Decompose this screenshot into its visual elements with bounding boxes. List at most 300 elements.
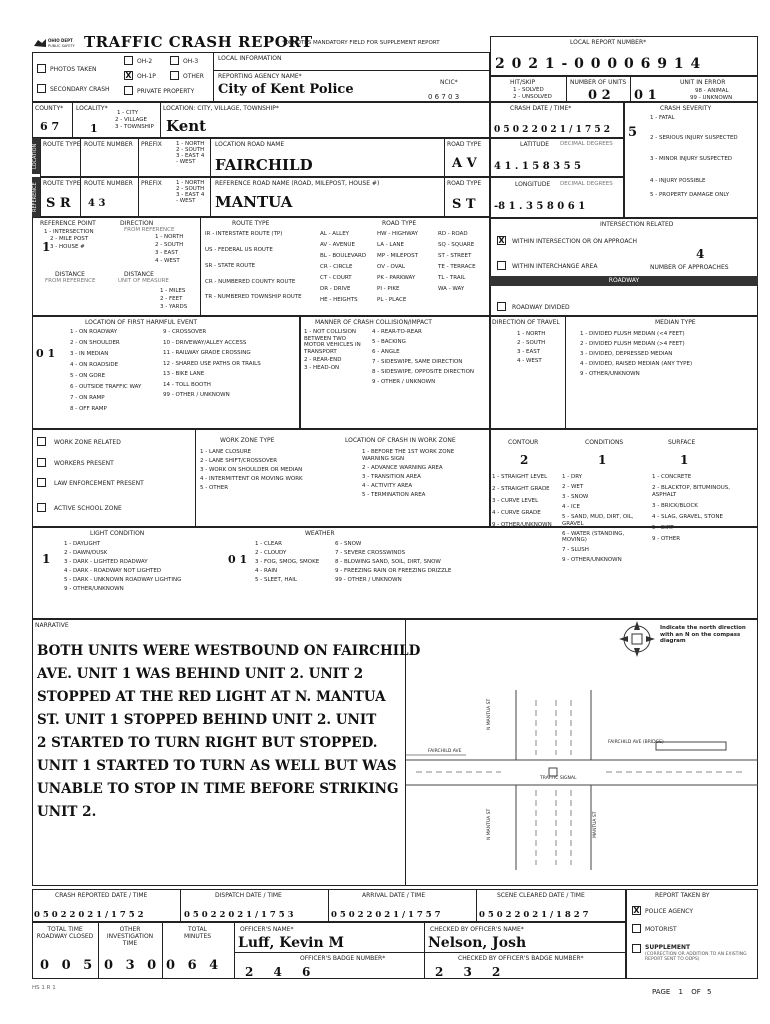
ct-col-item: 1 - STRAIGHT LEVEL xyxy=(492,474,548,480)
he-col2-item: 99 - OTHER / UNKNOWN xyxy=(163,392,230,398)
units-value: 0 2 xyxy=(588,88,611,103)
ref-point-opt1: 1 - INTERSECTION xyxy=(44,229,94,235)
longitude-value: -8 1 . 3 5 8 0 6 1 xyxy=(494,201,586,212)
sf-col-item: 9 - OTHER xyxy=(652,535,681,542)
rt-col2-item: PK - PARKWAY xyxy=(377,275,416,281)
ct-col-item: 3 - CURVE LEVEL xyxy=(492,498,539,504)
col-col2-item: 5 - BACKING xyxy=(372,339,406,345)
officer-name-value: Luff, Kevin M xyxy=(238,935,345,951)
w2-col-item: 99 - OTHER / UNKNOWN xyxy=(335,577,402,583)
harmful-event-value: 0 1 xyxy=(36,347,56,360)
rt-col2-item: PI - PIKE xyxy=(377,286,400,292)
weather-value: 0 1 xyxy=(228,553,248,566)
prefix-options-2: 1 - NORTH 2 - SOUTH 3 - EAST 4 - WEST xyxy=(176,180,205,204)
law-enforcement-label: LAW ENFORCEMENT PRESENT xyxy=(54,480,144,487)
narrative-line: UNIT 2. xyxy=(37,804,97,820)
reported-label: CRASH REPORTED DATE / TIME xyxy=(55,892,148,899)
direction-label: DIRECTION xyxy=(120,220,154,227)
he-col1-item: 2 - ON SHOULDER xyxy=(70,340,120,346)
mandatory-note: *DENOTES MANDATORY FIELD FOR SUPPLEMENT REPORT xyxy=(282,40,440,46)
distance-label: DISTANCE xyxy=(55,271,85,278)
severity-value: 5 xyxy=(628,125,638,140)
investigation-value: 0 3 0 xyxy=(104,958,161,973)
he-col1-item: 1 - ON ROADWAY xyxy=(70,329,118,335)
prefix-label: PREFIX xyxy=(141,141,162,148)
approaches-value: 4 xyxy=(696,247,705,261)
workers-present-checkbox[interactable] xyxy=(37,458,46,467)
he-col1-item: 4 - ON ROADSIDE xyxy=(70,362,119,368)
col-col1-item: 1 - NOT COLLISION BETWEEN TWO MOTOR VEHICLES IN TRANSPORT xyxy=(304,329,361,355)
md-col-item: 9 - OTHER/UNKNOWN xyxy=(580,371,640,377)
supplement-label: SUPPLEMENT xyxy=(645,944,691,951)
compass-note: Indicate the north direction with an N on the compass diagram xyxy=(660,625,746,644)
contour-label: CONTOUR xyxy=(508,439,539,446)
report-taken-label: REPORT TAKEN BY xyxy=(655,892,710,899)
route-number-value: 4 3 xyxy=(88,198,106,209)
school-zone-label: ACTIVE SCHOOL ZONE xyxy=(54,505,122,512)
ref-route-type-label: ROUTE TYPE xyxy=(232,220,270,227)
local-info-label: LOCAL INFORMATION xyxy=(218,55,282,62)
severity-opt3: 3 - MINOR INJURY SUSPECTED xyxy=(650,156,733,162)
dispatch-label: DISPATCH DATE / TIME xyxy=(215,892,282,899)
roadway-bar: ROADWAY xyxy=(490,276,758,286)
harmful-event-col1 xyxy=(70,329,141,417)
ct-col-item: 2 - STRAIGHT GRADE xyxy=(492,486,550,492)
work-zone-loc-label: LOCATION OF CRASH IN WORK ZONE xyxy=(345,437,456,444)
road-types-col3 xyxy=(438,231,476,297)
w1-col-item: 1 - CLEAR xyxy=(255,541,282,547)
tr-col-item: 2 - SOUTH xyxy=(517,340,546,346)
he-col1-item: 6 - OUTSIDE TRAFFIC WAY xyxy=(70,384,142,390)
ref-point-value: 1 xyxy=(42,240,51,254)
location-value: Kent xyxy=(166,117,207,135)
within-intersection-label: WITHIN INTERSECTION OR ON APPROACH xyxy=(512,238,638,245)
ref-road-type-value: S T xyxy=(452,197,476,212)
light-value: 1 xyxy=(42,552,51,566)
wz-types-item: 5 - OTHER xyxy=(200,485,229,491)
route-number-label: ROUTE NUMBER xyxy=(84,141,133,148)
within-interchange-checkbox[interactable] xyxy=(497,261,506,270)
rt-col1-item: HE - HEIGHTS xyxy=(320,297,358,303)
contour-options xyxy=(492,474,552,534)
narrative-line: BOTH UNITS WERE WESTBOUND ON FAIRCHILD xyxy=(37,643,421,659)
rt-col1-item: CT - COURT xyxy=(320,275,352,281)
school-zone-checkbox[interactable] xyxy=(37,503,46,512)
w1-col-item: 2 - CLOUDY xyxy=(255,550,287,556)
motorist-checkbox[interactable] xyxy=(632,924,641,933)
of-label: OF xyxy=(691,988,701,996)
location-side-label: LOCATION xyxy=(32,138,40,174)
direction-opt4: 4 - WEST xyxy=(155,258,180,264)
private-property-label: PRIVATE PROPERTY xyxy=(137,88,195,95)
locality-opt3: 3 - TOWNSHIP xyxy=(115,124,154,130)
dispatch-value: 0 5 0 2 2 0 2 1 / 1 7 5 3 xyxy=(184,910,294,920)
sf-col-item: 5 - DIRT xyxy=(652,524,674,531)
severity-opt5: 5 - PROPERTY DAMAGE ONLY xyxy=(650,192,730,198)
cleared-value: 0 5 0 2 2 0 2 1 / 1 8 2 7 xyxy=(479,910,589,920)
cd-col-item: 4 - ICE xyxy=(562,504,580,510)
page-total: 5 xyxy=(707,988,712,996)
oh1p-checkbox[interactable]: X xyxy=(125,71,132,80)
work-zone-related-checkbox[interactable] xyxy=(37,437,46,446)
checked-by-label: CHECKED BY OFFICER'S NAME* xyxy=(430,926,524,933)
investigation-label: OTHER INVESTIGATION TIME xyxy=(106,926,154,947)
severity-label: CRASH SEVERITY xyxy=(660,105,712,112)
route-type-label-2: ROUTE TYPE xyxy=(43,180,81,187)
locality-value: 1 xyxy=(90,122,98,135)
narrative-line: AVE. UNIT 1 WAS BEHIND UNIT 2. UNIT 2 xyxy=(37,666,364,682)
approaches-label: NUMBER OF APPROACHES xyxy=(650,264,729,271)
dist-unit-opt2: 2 - FEET xyxy=(160,296,183,302)
severity-opt4: 4 - INJURY POSSIBLE xyxy=(650,178,706,184)
oh3-checkbox[interactable] xyxy=(170,56,179,65)
severity-opt1: 1 - FATAL xyxy=(650,115,675,121)
rt-col3-item: TL - TRAIL xyxy=(438,275,466,281)
arrival-label: ARRIVAL DATE / TIME xyxy=(362,892,426,899)
ref-road-types-label: ROAD TYPE xyxy=(382,220,417,227)
svg-text:PUBLIC SAFETY: PUBLIC SAFETY xyxy=(48,44,75,48)
checked-badge-value: 2 3 2 xyxy=(435,965,509,979)
diagram-mantua-south: N MANTUA ST xyxy=(487,808,492,840)
officer-name-label: OFFICER'S NAME* xyxy=(240,926,294,933)
ref-point-opt3: 3 - HOUSE # xyxy=(50,244,85,250)
diagram-fairchild-east: FAIRCHILD AVE (BRIDGE) xyxy=(608,740,664,745)
reported-value: 0 5 0 2 2 0 2 1 / 1 7 5 2 xyxy=(34,910,144,920)
diagram-mantua-north: N MANTUA ST xyxy=(487,698,492,730)
oh1p-label: OH-1P xyxy=(137,73,156,80)
secondary-crash-label: SECONDARY CRASH xyxy=(50,86,110,93)
md-col-item: 1 - DIVIDED FLUSH MEDIAN (<4 FEET) xyxy=(580,331,685,337)
secondary-crash-checkbox[interactable] xyxy=(37,84,46,93)
he-col1-item: 7 - ON RAMP xyxy=(70,395,105,401)
within-intersection-checkbox[interactable]: X xyxy=(498,236,505,245)
reference-side-label: REFERENCE xyxy=(32,177,40,217)
rt-col3-item: RD - ROAD xyxy=(438,231,468,237)
direction-opt1: 1 - NORTH xyxy=(155,234,184,240)
longitude-label: LONGITUDE xyxy=(515,181,551,188)
other-label: OTHER xyxy=(183,73,204,80)
distance-note: FROM REFERENCE xyxy=(45,278,96,284)
narrative-line: 2 STARTED TO TURN RIGHT BUT STOPPED. xyxy=(37,735,378,751)
agency-name: City of Kent Police xyxy=(218,82,354,97)
local-report-number: 2 0 2 1 - 0 0 0 0 6 9 1 4 xyxy=(495,56,702,72)
wz-types-item: 2 - LANE SHIFT/CROSSOVER xyxy=(200,458,278,464)
rt-col2-item: PL - PLACE xyxy=(377,297,407,303)
rt-col2-item: HW - HIGHWAY xyxy=(377,231,419,237)
locality-label: LOCALITY* xyxy=(76,105,108,112)
cd-col-item: 2 - WET xyxy=(562,484,584,490)
he-col2-item: 12 - SHARED USE PATHS OR TRAILS xyxy=(163,360,261,367)
total-minutes-value: 0 6 4 xyxy=(166,958,223,973)
cleared-label: SCENE CLEARED DATE / TIME xyxy=(497,892,585,899)
wz-locs-item: 4 - ACTIVITY AREA xyxy=(362,482,413,489)
location-label: LOCATION: CITY, VILLAGE, TOWNSHIP* xyxy=(163,105,279,112)
w1-col-item: 4 - RAIN xyxy=(255,568,278,574)
sf-col-item: 4 - SLAG, GRAVEL, STONE xyxy=(652,513,723,520)
ncic-label: NCIC* xyxy=(440,79,458,86)
crash-diagram xyxy=(406,660,758,885)
median-label: MEDIAN TYPE xyxy=(655,319,696,326)
collision-col1 xyxy=(304,329,374,373)
narrative-line: UNABLE TO STOP IN TIME BEFORE STRIKING xyxy=(37,781,399,797)
roadway-divided-label: ROADWAY DIVIDED xyxy=(512,304,570,311)
travel-options xyxy=(517,331,545,367)
he-col1-item: 3 - IN MEDIAN xyxy=(70,351,109,357)
unit-error-value: 0 1 xyxy=(634,88,657,103)
ct-col-item: 4 - CURVE GRADE xyxy=(492,510,541,516)
arrival-value: 0 5 0 2 2 0 2 1 / 1 7 5 7 xyxy=(331,910,441,920)
rt-col2-item: LA - LANE xyxy=(377,242,404,248)
hit-skip-opt2: 2 - UNSOLVED xyxy=(513,94,552,100)
he-col2-item: 14 - TOLL BOOTH xyxy=(163,381,211,388)
form-id: HS 1 R 1 xyxy=(32,985,56,991)
route-type-label: ROUTE TYPE xyxy=(43,141,81,148)
road-type-label-2: ROAD TYPE xyxy=(447,180,482,187)
w2-col-item: 6 - SNOW xyxy=(335,541,362,547)
supplement-note: (CORRECTION OR ADDITION TO AN EXISTING REPORT SENT TO ODPS) xyxy=(645,952,747,962)
unit-error-opt2: 99 - UNKNOWN xyxy=(690,95,733,101)
narrative-line: ST. UNIT 1 STOPPED BEHIND UNIT 2. UNIT xyxy=(37,712,377,728)
work-zone-types xyxy=(200,449,340,494)
page-indicator xyxy=(652,988,711,996)
ref-route-opt5: TR - NUMBERED TOWNSHIP ROUTE xyxy=(205,294,302,300)
dist-unit-opt3: 3 - YARDS xyxy=(160,304,188,310)
direction-opt3: 3 - EAST xyxy=(155,250,179,256)
road-types-col2 xyxy=(377,231,418,308)
supplement-checkbox[interactable] xyxy=(632,944,641,953)
tr-col-item: 3 - EAST xyxy=(517,349,541,355)
crash-date-value: 0 5 0 2 2 0 2 1 / 1 7 5 2 xyxy=(494,125,611,135)
rt-col1-item: BL - BOULEVARD xyxy=(320,253,367,259)
officer-badge-label: OFFICER'S BADGE NUMBER* xyxy=(300,955,386,962)
page-number: 1 xyxy=(678,988,683,996)
ref-point-opt2: 2 - MILE POST xyxy=(50,236,89,242)
latitude-label: LATITUDE xyxy=(520,141,550,148)
prefix-label-2: PREFIX xyxy=(141,180,162,187)
rt-col3-item: WA - WAY xyxy=(438,286,465,292)
wz-types-item: 4 - INTERMITTENT OR MOVING WORK xyxy=(200,476,303,482)
locality-opt2: 2 - VILLAGE xyxy=(115,117,148,123)
page-label: PAGE xyxy=(652,988,671,996)
rt-col3-item: SQ - SQUARE xyxy=(438,242,475,248)
sf-col-item: 1 - CONCRETE xyxy=(652,474,692,480)
direction-note: FROM REFERENCE xyxy=(124,227,175,233)
md-col-item: 3 - DIVIDED, DEPRESSED MEDIAN xyxy=(580,351,673,357)
narrative-label: NARRATIVE xyxy=(35,622,69,629)
cd-col-item: 3 - SNOW xyxy=(562,494,589,500)
longitude-note: DECIMAL DEGREES xyxy=(560,181,613,187)
rt-col1-item: DR - DRIVE xyxy=(320,286,351,292)
w1-col-item: 5 - SLEET, HAIL xyxy=(255,577,297,583)
oh2-checkbox[interactable] xyxy=(124,56,133,65)
light-options xyxy=(64,541,181,595)
dist-unit-note: UNIT OF MEASURE xyxy=(118,278,169,284)
he-col1-item: 8 - OFF RAMP xyxy=(70,406,107,412)
col-col2-item: 8 - SIDESWIPE, OPPOSITE DIRECTION xyxy=(372,369,475,375)
wz-types-item: 3 - WORK ON SHOULDER OR MEDIAN xyxy=(200,467,303,473)
unit-error-label: UNIT IN ERROR xyxy=(680,79,726,86)
he-col2-item: 9 - CROSSOVER xyxy=(163,329,207,335)
work-zone-type-label: WORK ZONE TYPE xyxy=(220,437,275,444)
wz-locs-item: 5 - TERMINATION AREA xyxy=(362,491,426,498)
photos-taken-label: PHOTOS TAKEN xyxy=(50,66,97,73)
rt-col3-item: ST - STREET xyxy=(438,253,472,259)
intersection-related-label: INTERSECTION RELATED xyxy=(600,221,674,228)
md-col-item: 2 - DIVIDED FLUSH MEDIAN (>4 FEET) xyxy=(580,341,685,347)
county-label: COUNTY* xyxy=(35,105,64,112)
work-zone-related-label: WORK ZONE RELATED xyxy=(54,439,121,446)
severity-opt2: 2 - SERIOUS INJURY SUSPECTED xyxy=(650,135,738,141)
lt-col-item: 5 - DARK - UNKNOWN ROADWAY LIGHTING xyxy=(64,577,182,583)
sf-col-item: 3 - BRICK/BLOCK xyxy=(652,502,698,509)
w2-col-item: 8 - BLOWING SAND, SOIL, DIRT, SNOW xyxy=(335,559,441,565)
ref-route-opt2: US - FEDERAL US ROUTE xyxy=(205,247,273,253)
weather-col1 xyxy=(255,541,319,586)
narrative-line: STOPPED AT THE RED LIGHT AT N. MANTUA xyxy=(37,689,386,705)
conditions-label: CONDITIONS xyxy=(585,439,624,446)
hit-skip-opt1: 1 - SOLVED xyxy=(513,87,544,93)
collision-col2 xyxy=(372,329,487,389)
harmful-event-label: LOCATION OF FIRST HARMFUL EVENT xyxy=(85,319,197,326)
cd-col-item: 1 - DRY xyxy=(562,474,583,480)
ref-point-label: REFERENCE POINT xyxy=(40,220,96,227)
weather-col2 xyxy=(335,541,451,586)
lt-col-item: 9 - OTHER/UNKNOWN xyxy=(64,586,124,592)
local-report-label: LOCAL REPORT NUMBER* xyxy=(570,39,647,46)
police-agency-label: POLICE AGENCY xyxy=(645,908,694,915)
sf-col-item: 2 - BLACKTOP, BITUMINOUS, ASPHALT xyxy=(652,485,730,498)
cd-col-item: 7 - SLUSH xyxy=(562,547,589,553)
surface-label: SURFACE xyxy=(668,439,696,446)
hit-skip-label: HIT/SKIP xyxy=(510,79,536,86)
tr-col-item: 1 - NORTH xyxy=(517,331,546,337)
ncic-value: 0 6 7 0 3 xyxy=(428,93,460,101)
median-options xyxy=(580,331,755,381)
rt-col1-item: AL - ALLEY xyxy=(320,231,350,237)
he-col1-item: 5 - ON GORE xyxy=(70,373,106,379)
total-minutes-label: TOTAL MINUTES xyxy=(183,926,212,940)
road-type-value: A V xyxy=(452,156,477,171)
locality-opt1: 1 - CITY xyxy=(117,110,139,116)
md-col-item: 4 - DIVIDED, RAISED MEDIAN (ANY TYPE) xyxy=(580,361,693,367)
narrative-text xyxy=(37,640,420,824)
dist-unit-label: DISTANCE xyxy=(124,271,154,278)
wz-types-item: 1 - LANE CLOSURE xyxy=(200,449,252,455)
surface-value: 1 xyxy=(680,453,689,467)
photos-taken-checkbox[interactable] xyxy=(37,64,46,73)
he-col2-item: 13 - BIKE LANE xyxy=(163,371,205,377)
cd-col-item: 5 - SAND, MUD, DIRT, OIL, GRAVEL xyxy=(562,514,634,527)
road-name-value: FAIRCHILD xyxy=(215,156,313,174)
private-property-checkbox[interactable] xyxy=(124,86,133,95)
lt-col-item: 2 - DAWN/DUSK xyxy=(64,550,108,556)
road-type-label: ROAD TYPE xyxy=(447,141,482,148)
checked-by-value: Nelson, Josh xyxy=(428,935,527,951)
contour-value: 2 xyxy=(520,453,529,467)
w2-col-item: 9 - FREEZING RAIN OR FREEZING DRIZZLE xyxy=(335,568,452,574)
ref-route-opt4: CR - NUMBERED COUNTY ROUTE xyxy=(205,279,296,285)
diagram-traffic-signal: TRAFFIC SIGNAL xyxy=(540,776,577,781)
col-col2-item: 6 - ANGLE xyxy=(372,349,400,355)
agency-label: REPORTING AGENCY NAME* xyxy=(218,73,302,80)
ref-route-opt1: IR - INTERSTATE ROUTE (TP) xyxy=(205,231,283,237)
report-title: TRAFFIC CRASH REPORT xyxy=(84,33,313,51)
wz-locs-item: 3 - TRANSITION AREA xyxy=(362,473,421,480)
rt-col2-item: OV - OVAL xyxy=(377,264,405,270)
rt-col3-item: TE - TERRACE xyxy=(438,264,476,270)
road-types-col1 xyxy=(320,231,366,308)
within-interchange-label: WITHIN INTERCHANGE AREA xyxy=(512,263,598,270)
conditions-value: 1 xyxy=(598,453,607,467)
narrative-line: UNIT 1 STARTED TO TURN AS WELL BUT WAS xyxy=(37,758,397,774)
ct-col-item: 9 - OTHER/UNKNOWN xyxy=(492,522,552,528)
cd-col-item: 9 - OTHER/UNKNOWN xyxy=(562,557,622,563)
diagram-fairchild-west: FAIRCHILD AVE xyxy=(428,749,462,754)
crash-date-label: CRASH DATE / TIME* xyxy=(510,105,572,112)
work-zone-locations xyxy=(362,449,482,501)
oh3-label: OH-3 xyxy=(183,58,199,65)
rt-col2-item: MP - MILEPOST xyxy=(377,253,418,259)
workers-present-label: WORKERS PRESENT xyxy=(54,460,114,467)
latitude-note: DECIMAL DEGREES xyxy=(560,141,613,147)
col-col1-item: 3 - HEAD-ON xyxy=(304,364,340,371)
harmful-event-col2 xyxy=(163,329,263,403)
latitude-value: 4 1 . 1 5 8 3 5 5 xyxy=(494,161,581,172)
route-number-label-2: ROUTE NUMBER xyxy=(84,180,133,187)
lt-col-item: 4 - DARK - ROADWAY NOT LIGHTED xyxy=(64,568,162,574)
travel-label: DIRECTION OF TRAVEL xyxy=(492,319,560,326)
rt-col1-item: CR - CIRCLE xyxy=(320,264,353,270)
diagram-mantua-southeast: MANTUA ST xyxy=(593,811,598,838)
he-col2-item: 10 - DRIVEWAY/ALLEY ACCESS xyxy=(163,339,247,346)
ohio-dps-logo xyxy=(32,34,76,46)
light-label: LIGHT CONDITION xyxy=(90,530,145,537)
law-enforcement-checkbox[interactable] xyxy=(37,478,46,487)
dist-unit-opt1: 1 - MILES xyxy=(160,288,186,294)
svg-text:OHIO DEPT: OHIO DEPT xyxy=(48,38,73,43)
w2-col-item: 7 - SEVERE CROSSWINDS xyxy=(335,550,406,556)
roadway-closed-value: 0 0 5 xyxy=(40,958,97,973)
compass-diagram xyxy=(618,620,656,658)
tr-col-item: 4 - WEST xyxy=(517,358,542,364)
ref-route-opt3: SR - STATE ROUTE xyxy=(205,263,256,269)
collision-label: MANNER OF CRASH COLLISION/IMPACT xyxy=(315,319,432,326)
route-type-value: S R xyxy=(46,196,71,211)
col-col2-item: 9 - OTHER / UNKNOWN xyxy=(372,379,436,385)
ref-road-name-value: MANTUA xyxy=(215,193,293,211)
motorist-label: MOTORIST xyxy=(645,926,677,933)
wz-locs-item: 2 - ADVANCE WARNING AREA xyxy=(362,464,443,471)
col-col2-item: 4 - REAR-TO-REAR xyxy=(372,329,422,335)
unit-error-opt1: 98 - ANIMAL xyxy=(695,88,729,94)
rt-col1-item: AV - AVENUE xyxy=(320,242,355,248)
road-name-label: LOCATION ROAD NAME xyxy=(215,141,285,148)
roadway-divided-checkbox[interactable] xyxy=(497,302,506,311)
cd-col-item: 6 - WATER (STANDING, MOVING) xyxy=(562,530,625,543)
police-agency-checkbox[interactable]: X xyxy=(633,906,640,915)
checked-badge-label: CHECKED BY OFFICER'S BADGE NUMBER* xyxy=(458,955,584,962)
weather-label: WEATHER xyxy=(305,530,335,537)
prefix-options: 1 - NORTH 2 - SOUTH 3 - EAST 4 - WEST xyxy=(176,141,205,165)
other-checkbox[interactable] xyxy=(170,71,179,80)
ref-road-name-label: REFERENCE ROAD NAME (ROAD, MILEPOST, HOUSE #) xyxy=(215,180,380,187)
oh2-label: OH-2 xyxy=(137,58,153,65)
roadway-closed-label: TOTAL TIME ROADWAY CLOSED xyxy=(36,926,94,940)
wz-locs-item: 1 - BEFORE THE 1ST WORK ZONE WARNING SIGN xyxy=(362,449,455,462)
col-col2-item: 7 - SIDESWIPE, SAME DIRECTION xyxy=(372,359,463,365)
w1-col-item: 3 - FOG, SMOG, SMOKE xyxy=(255,559,320,565)
direction-opt2: 2 - SOUTH xyxy=(155,242,184,248)
